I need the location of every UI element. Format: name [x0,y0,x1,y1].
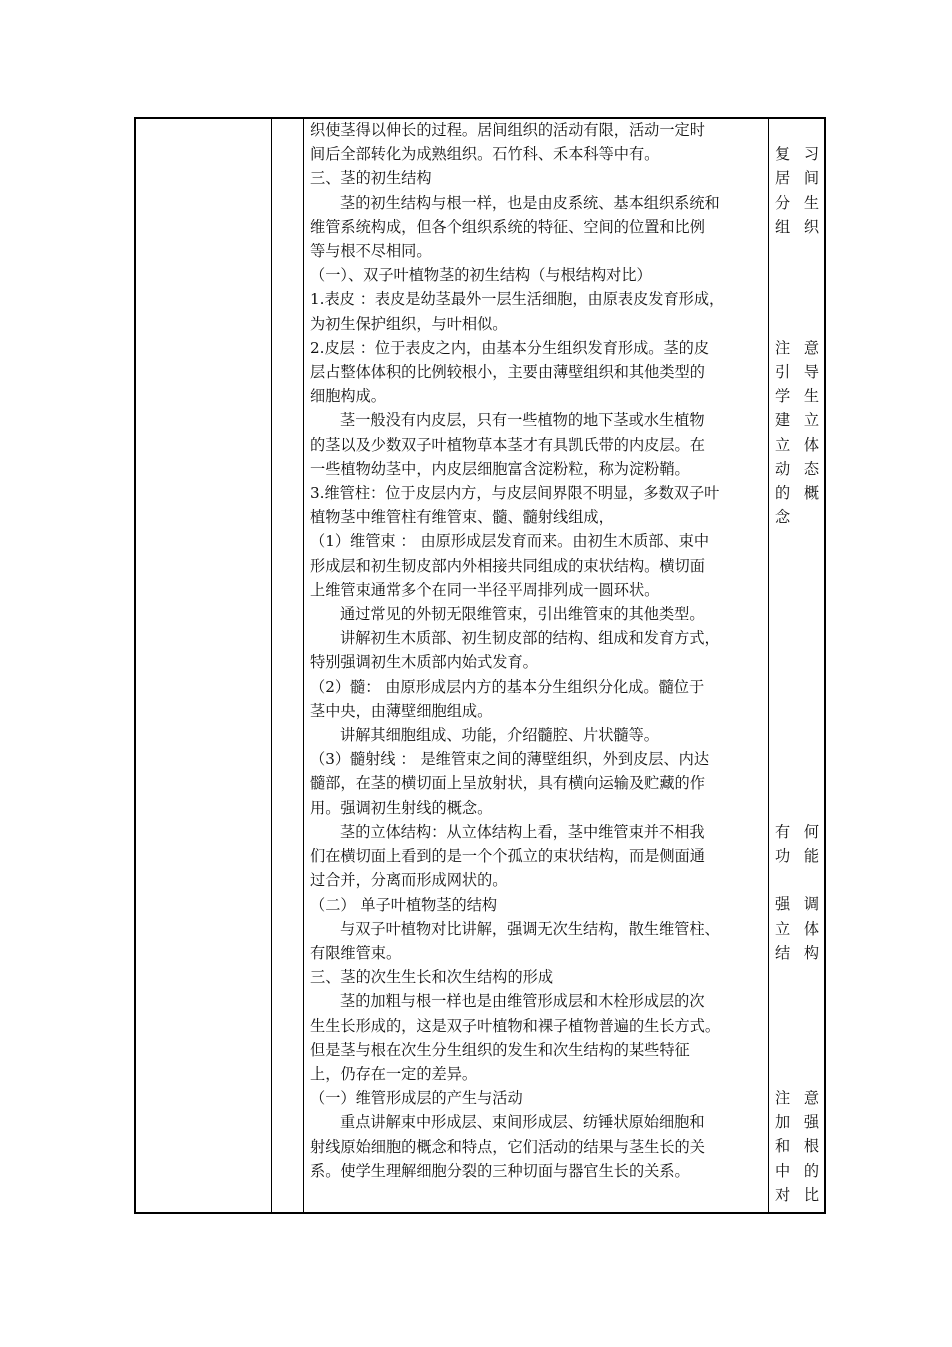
teaching-note [775,892,819,965]
teaching-note-line: 复习 [775,145,819,164]
teaching-note-line: 功能 [775,847,819,865]
content-line: 上维管束通常多个在同一半径平周排列成一圆环状。 [310,580,660,599]
content-line: 用。强调初生射线的概念。 [310,798,493,817]
content-line: 过合并，分离而形成网状的。 [310,871,508,890]
content-line: 茎中央，由薄壁细胞组成。 [310,701,493,720]
content-line: 层占整体体积的比例较根小，主要由薄壁组织和其他类型的 [310,363,705,382]
content-line: 生生长形成的，这是双子叶植物和裸子植物普遍的生长方式。 [310,1016,721,1035]
teaching-note-line: 注意 [775,1089,819,1107]
content-line: 茎的初生结构与根一样，也是由皮系统、基本组织系统和 [340,193,720,212]
content-line: 上，仍存在一定的差异。 [310,1064,478,1083]
content-line: 间后全部转化为成熟组织。石竹科、禾本科等中有。 [310,145,660,164]
content-line: 茎一般没有内皮层，只有一些植物的地下茎或水生植物 [340,411,705,430]
content-line: 细胞构成。 [310,387,386,406]
teaching-note [775,1086,819,1207]
content-line: 2.皮层 ：位于表皮之内，由基本分生组织发育形成。茎的皮 [310,338,710,357]
content-line: （3）髓射线 ： 是维管束之间的薄壁组织，外到皮层、内达 [310,750,710,769]
content-line: 形成层和初生韧皮部内外相接共同组成的束状结构。横切面 [310,556,705,575]
content-line: 一些植物幼茎中，内皮层细胞富含淀粉粒，称为淀粉鞘。 [310,459,690,478]
content-line: 1.表皮 ：表皮是幼茎最外一层生活细胞，由原表皮发育形成， [310,290,725,309]
content-line: 但是茎与根在次生分生组织的发生和次生结构的某些特征 [310,1040,690,1059]
teaching-note [775,142,819,239]
teaching-note-line: 加强 [775,1113,819,1132]
teaching-note-line: 组织 [775,217,819,236]
teaching-note-line: 和根 [775,1137,819,1156]
teaching-note-line: 立体 [775,919,819,938]
content-line: 重点讲解束中形成层、束间形成层、纺锤状原始细胞和 [340,1113,705,1132]
teaching-note-line: 动态 [775,459,819,478]
content-line: 维管系统构成，但各个组织系统的特征、空间的位置和比例 [310,217,705,236]
content-line: 射线原始细胞的概念和特点，它们活动的结果与茎生长的关 [310,1137,705,1156]
content-line: 髓部，在茎的横切面上呈放射状，具有横向运输及贮藏的作 [310,774,705,793]
teaching-note-line: 结构 [775,943,819,962]
content-line: （2）髓： 由原形成层内方的基本分生组织分化成。髓位于 [310,677,705,696]
content-line: 织使茎得以伸长的过程。居间组织的活动有限，活动一定时 [310,121,705,139]
content-line: 讲解初生木质部、初生韧皮部的结构、组成和发育方式， [340,629,720,648]
lesson-content-column [310,118,762,1183]
content-line: 有限维管束。 [310,943,402,962]
teaching-note-line: 引导 [775,363,819,381]
teaching-note-line: 强调 [775,895,819,914]
content-line: （一）、双子叶植物茎的初生结构（与根结构对比） [310,266,652,285]
column-divider [271,119,272,1212]
content-line: 与双子叶植物对比讲解，强调无次生结构，散生维管柱、 [340,919,720,938]
teaching-note-line: 对比 [775,1185,819,1204]
teaching-note [775,820,819,868]
teaching-note-line: 中的 [775,1161,819,1180]
content-line: 特别强调初生木质部内始式发育。 [310,653,538,672]
content-line: （1）维管束 ： 由原形成层发育而来。由初生木质部、束中 [310,532,710,551]
content-line: 植物茎中维管柱有维管束、髓、髓射线组成， [310,508,614,527]
teaching-note-line: 居间 [775,169,819,188]
column-divider [303,119,304,1212]
content-line: 们在横切面上看到的是一个个孤立的束状结构，而是侧面通 [310,847,705,866]
content-line: 三、茎的次生生长和次生结构的形成 [310,968,553,987]
content-line: 系。使学生理解细胞分裂的三种切面与器官生长的关系。 [310,1161,690,1180]
teaching-note [775,336,819,530]
content-line: 等与根不尽相同。 [310,242,432,261]
content-line: 三、茎的初生结构 [310,169,432,188]
content-line: （二） 单子叶植物茎的结构 [310,895,498,914]
content-line: 茎的加粗与根一样也是由维管形成层和木栓形成层的次 [340,992,705,1011]
content-line: 为初生保护组织，与叶相似。 [310,314,508,333]
teaching-note-line: 建立 [775,411,819,430]
teaching-note-line: 分生 [775,193,819,212]
content-line: 通过常见的外韧无限维管束，引出维管束的其他类型。 [340,605,705,624]
teaching-note-line: 念 [775,508,791,527]
column-divider [768,119,769,1212]
content-line: 茎的立体结构：从立体结构上看，茎中维管束并不相我 [340,822,705,841]
content-line: （一）维管形成层的产生与活动 [310,1089,523,1108]
teaching-note-line: 学生 [775,387,819,406]
content-line: 的茎以及少数双子叶植物草本茎才有具凯氏带的内皮层。在 [310,435,705,454]
content-line: 3.维管柱：位于皮层内方，与皮层间界限不明显，多数双子叶 [310,484,720,503]
teaching-note-line: 注意 [775,338,819,357]
teaching-note-line: 立体 [775,435,819,454]
teaching-note-line: 的概 [775,484,819,503]
teaching-note-line: 有何 [775,822,819,841]
content-line: 讲解其细胞组成、功能，介绍髓腔、片状髓等。 [340,726,659,745]
